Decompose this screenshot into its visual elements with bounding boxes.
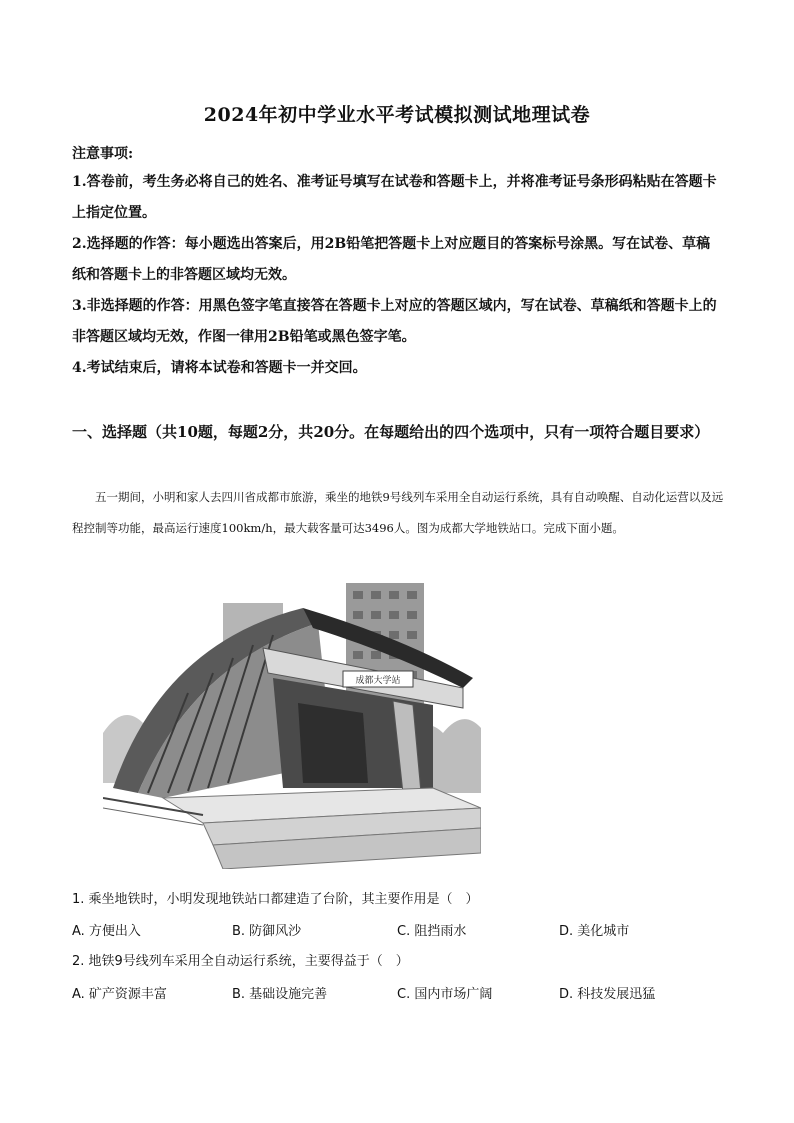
- q2-option-a[interactable]: A. 矿产资源丰富: [72, 987, 167, 1002]
- reading-passage: 五一期间，小明和家人去四川省成都市旅游，乘坐的地铁9号线列车采用全自动运行系统，具有自动唤醒、自动化运营以及远程控制等功能，最高运行速度100km/h，最大载客量可达3496人。图为成都大学地铁站口。完成下面小题。: [72, 490, 724, 535]
- metro-station-photo: [103, 583, 481, 869]
- page-title: 2024年初中学业水平考试模拟测试地理试卷: [203, 104, 591, 126]
- q2-option-d[interactable]: D. 科技发展迅猛: [559, 987, 656, 1002]
- q1-option-a[interactable]: A. 方便出入: [72, 924, 141, 939]
- section-heading: 一、选择题（共10题，每题2分，共20分。在每题给出的四个选项中，只有一项符合题目要求）: [72, 423, 710, 441]
- q1-option-c[interactable]: C. 阻挡雨水: [397, 924, 467, 939]
- notice-item-4: 4.考试结束后，请将本试卷和答题卡一并交回。: [72, 360, 367, 376]
- notice-item-2: 2.选择题的作答：每小题选出答案后，用2B铅笔把答题卡上对应题目的答案标号涂黑。写在试卷、草稿纸和答题卡上的非答题区域均无效。: [72, 236, 711, 283]
- q2-option-b[interactable]: B. 基础设施完善: [232, 987, 328, 1002]
- station-sign-text: 成都大学站: [355, 676, 401, 686]
- notice-item-3: 3.非选择题的作答：用黑色签字笔直接答在答题卡上对应的答题区域内，写在试卷、草稿纸和答题卡上的非答题区域均无效，作图一律用2B铅笔或黑色签字笔。: [72, 298, 717, 345]
- question-2-stem: 2. 地铁9号线列车采用全自动运行系统，主要得益于（ ）: [72, 954, 409, 969]
- q1-option-b[interactable]: B. 防御风沙: [232, 924, 302, 939]
- notice-item-1: 1.答卷前，考生务必将自己的姓名、准考证号填写在试卷和答题卡上，并将准考证号条形码粘贴在答题卡上指定位置。: [72, 174, 717, 221]
- q1-option-d[interactable]: D. 美化城市: [559, 924, 630, 939]
- question-1-stem: 1. 乘坐地铁时，小明发现地铁站口都建造了台阶，其主要作用是（ ）: [72, 892, 479, 907]
- q2-option-c[interactable]: C. 国内市场广阔: [397, 987, 493, 1002]
- notice-heading: 注意事项:: [72, 146, 134, 162]
